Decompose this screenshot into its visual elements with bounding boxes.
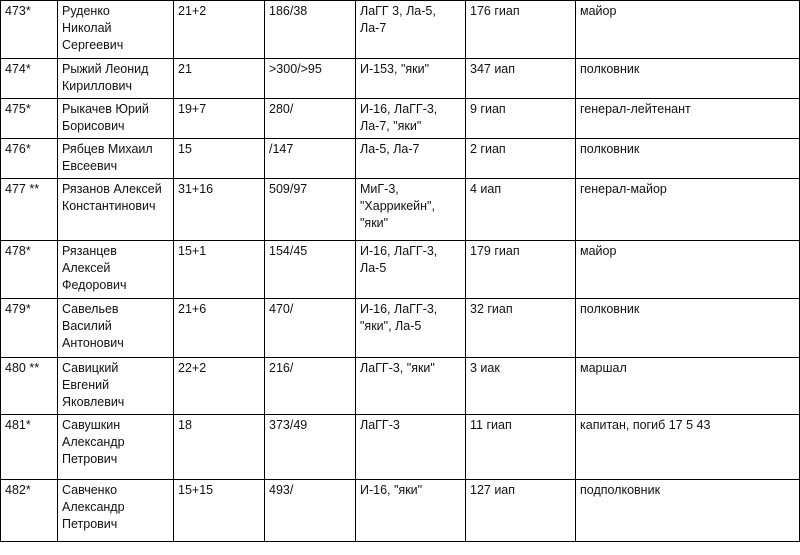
cell-name: Рязанов Алексей Константинович bbox=[58, 179, 174, 241]
cell-sorties: 280/ bbox=[265, 99, 356, 139]
cell-number: 474* bbox=[1, 59, 58, 99]
cell-name: Савицкий Евгений Яковлевич bbox=[58, 358, 174, 415]
cell-name: Рыкачев Юрий Борисович bbox=[58, 99, 174, 139]
cell-sorties: 154/45 bbox=[265, 241, 356, 299]
cell-number: 478* bbox=[1, 241, 58, 299]
cell-aircraft: МиГ-3, "Харрикейн", "яки" bbox=[356, 179, 466, 241]
cell-name: Савушкин Александр Петрович bbox=[58, 415, 174, 480]
cell-victories: 21+2 bbox=[174, 1, 265, 59]
cell-victories: 21 bbox=[174, 59, 265, 99]
cell-name: Рязанцев Алексей Федорович bbox=[58, 241, 174, 299]
cell-sorties: 509/97 bbox=[265, 179, 356, 241]
cell-sorties: >300/>95 bbox=[265, 59, 356, 99]
cell-rank: полковник bbox=[576, 139, 800, 179]
table-row bbox=[1, 480, 800, 542]
table-row bbox=[1, 299, 800, 358]
cell-aircraft: Ла-5, Ла-7 bbox=[356, 139, 466, 179]
cell-aircraft: И-16, ЛаГГ-3, "яки", Ла-5 bbox=[356, 299, 466, 358]
cell-rank: генерал-лейтенант bbox=[576, 99, 800, 139]
cell-unit: 11 гиап bbox=[466, 415, 576, 480]
cell-name: Савченко Александр Петрович bbox=[58, 480, 174, 542]
cell-rank: майор bbox=[576, 241, 800, 299]
cell-number: 473* bbox=[1, 1, 58, 59]
table-row bbox=[1, 139, 800, 179]
cell-number: 480 ** bbox=[1, 358, 58, 415]
cell-unit: 32 гиап bbox=[466, 299, 576, 358]
cell-rank: маршал bbox=[576, 358, 800, 415]
cell-victories: 18 bbox=[174, 415, 265, 480]
cell-rank: полковник bbox=[576, 299, 800, 358]
cell-sorties: 216/ bbox=[265, 358, 356, 415]
cell-rank: капитан, погиб 17 5 43 bbox=[576, 415, 800, 480]
cell-aircraft: И-16, "яки" bbox=[356, 480, 466, 542]
cell-number: 477 ** bbox=[1, 179, 58, 241]
cell-number: 476* bbox=[1, 139, 58, 179]
cell-name: Рыжий Леонид Кириллович bbox=[58, 59, 174, 99]
cell-unit: 127 иап bbox=[466, 480, 576, 542]
cell-victories: 15 bbox=[174, 139, 265, 179]
cell-aircraft: И-16, ЛаГГ-3, Ла-5 bbox=[356, 241, 466, 299]
cell-unit: 2 гиап bbox=[466, 139, 576, 179]
cell-sorties: 186/38 bbox=[265, 1, 356, 59]
cell-sorties: 470/ bbox=[265, 299, 356, 358]
cell-victories: 31+16 bbox=[174, 179, 265, 241]
cell-unit: 3 иак bbox=[466, 358, 576, 415]
cell-rank: майор bbox=[576, 1, 800, 59]
cell-sorties: 373/49 bbox=[265, 415, 356, 480]
table-row bbox=[1, 241, 800, 299]
table-row bbox=[1, 59, 800, 99]
cell-unit: 9 гиап bbox=[466, 99, 576, 139]
table-row bbox=[1, 179, 800, 241]
table-row bbox=[1, 358, 800, 415]
cell-unit: 176 гиап bbox=[466, 1, 576, 59]
cell-victories: 21+6 bbox=[174, 299, 265, 358]
cell-unit: 4 иап bbox=[466, 179, 576, 241]
table-row bbox=[1, 415, 800, 480]
cell-number: 482* bbox=[1, 480, 58, 542]
cell-victories: 15+1 bbox=[174, 241, 265, 299]
table-row bbox=[1, 99, 800, 139]
cell-victories: 15+15 bbox=[174, 480, 265, 542]
cell-victories: 22+2 bbox=[174, 358, 265, 415]
cell-sorties: 493/ bbox=[265, 480, 356, 542]
cell-unit: 347 иап bbox=[466, 59, 576, 99]
table-row bbox=[1, 1, 800, 59]
cell-sorties: /147 bbox=[265, 139, 356, 179]
cell-rank: полковник bbox=[576, 59, 800, 99]
cell-aircraft: ЛаГГ-3 bbox=[356, 415, 466, 480]
cell-name: Савельев Василий Антонович bbox=[58, 299, 174, 358]
cell-rank: генерал-майор bbox=[576, 179, 800, 241]
cell-number: 479* bbox=[1, 299, 58, 358]
cell-name: Руденко Николай Сергеевич bbox=[58, 1, 174, 59]
cell-aircraft: ЛаГГ-3, "яки" bbox=[356, 358, 466, 415]
cell-name: Рябцев Михаил Евсеевич bbox=[58, 139, 174, 179]
cell-number: 475* bbox=[1, 99, 58, 139]
cell-aircraft: И-16, ЛаГГ-3, Ла-7, "яки" bbox=[356, 99, 466, 139]
cell-number: 481* bbox=[1, 415, 58, 480]
cell-rank: подполковник bbox=[576, 480, 800, 542]
cell-victories: 19+7 bbox=[174, 99, 265, 139]
cell-unit: 179 гиап bbox=[466, 241, 576, 299]
cell-aircraft: ЛаГГ 3, Ла-5, Ла-7 bbox=[356, 1, 466, 59]
cell-aircraft: И-153, "яки" bbox=[356, 59, 466, 99]
